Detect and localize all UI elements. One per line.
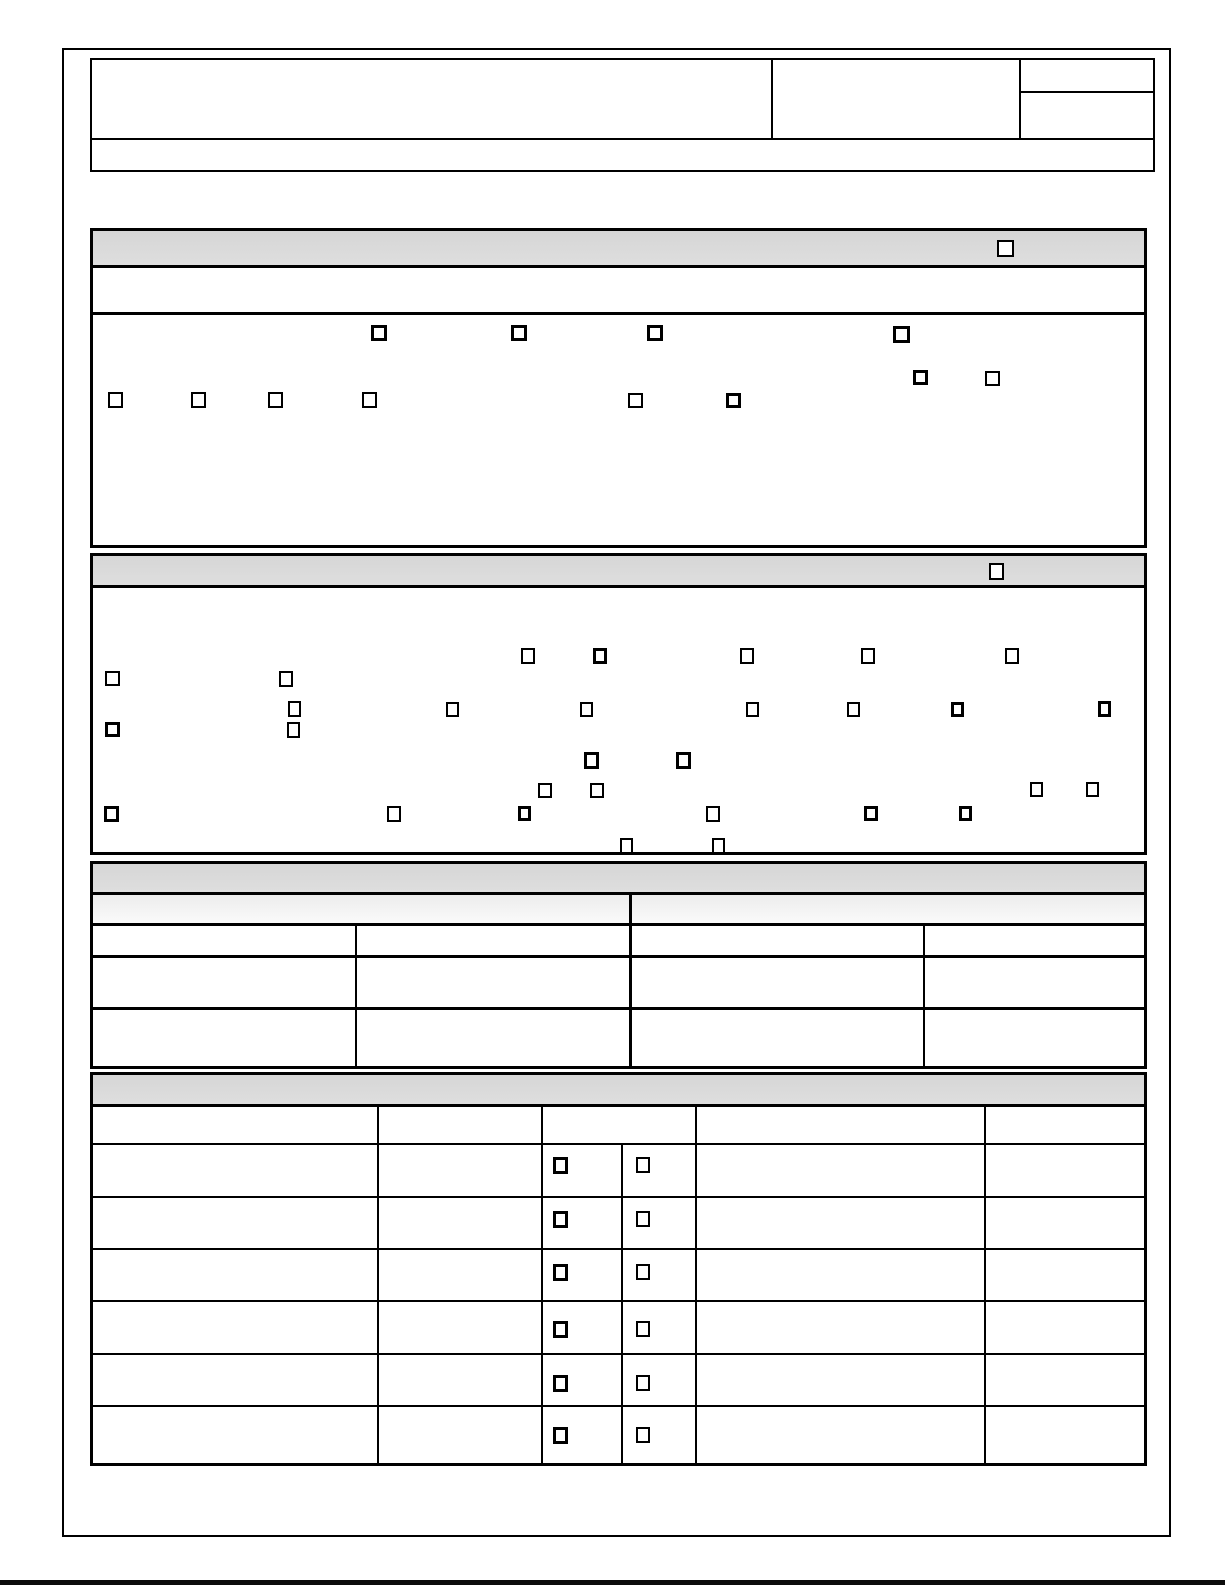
section-3-table bbox=[90, 861, 1147, 1069]
column-header-cell bbox=[93, 1107, 379, 1143]
checkbox-cell[interactable] bbox=[623, 1198, 697, 1248]
checkbox[interactable] bbox=[636, 1157, 650, 1173]
header-middle-cell[interactable] bbox=[773, 60, 1021, 140]
header-right-top-cell[interactable] bbox=[1021, 60, 1153, 93]
table-cell[interactable] bbox=[697, 1250, 986, 1300]
checkbox[interactable] bbox=[553, 1375, 568, 1392]
checkbox[interactable] bbox=[446, 702, 459, 717]
checkbox[interactable] bbox=[362, 392, 377, 408]
table-row bbox=[93, 1302, 1144, 1355]
section-3-subheader-row bbox=[93, 895, 1144, 926]
section-3-grid bbox=[93, 926, 1144, 1066]
bottom-edge-bar bbox=[0, 1580, 1225, 1585]
checkbox[interactable] bbox=[387, 806, 401, 822]
column-header-cell bbox=[697, 1107, 986, 1143]
checkbox[interactable] bbox=[647, 325, 663, 341]
table-cell[interactable] bbox=[697, 1407, 986, 1463]
subheader-cell-right bbox=[632, 895, 1144, 923]
checkbox[interactable] bbox=[1098, 701, 1111, 717]
checkbox[interactable] bbox=[676, 752, 691, 769]
checkbox[interactable] bbox=[636, 1264, 650, 1280]
checkbox[interactable] bbox=[1030, 782, 1043, 797]
checkbox[interactable] bbox=[636, 1375, 650, 1391]
column-header-cell bbox=[543, 1107, 697, 1143]
header-top-row bbox=[92, 60, 1153, 140]
table-cell[interactable] bbox=[632, 926, 925, 955]
checkbox[interactable] bbox=[985, 371, 1000, 386]
checkbox[interactable] bbox=[371, 325, 387, 341]
table-cell[interactable] bbox=[986, 1302, 1144, 1353]
checkbox[interactable] bbox=[538, 783, 552, 798]
table-cell[interactable] bbox=[357, 1010, 632, 1066]
checkbox[interactable] bbox=[580, 702, 593, 717]
checkbox[interactable] bbox=[636, 1211, 650, 1227]
checkbox-cell[interactable] bbox=[623, 1407, 697, 1463]
checkbox[interactable] bbox=[279, 671, 293, 687]
table-row bbox=[93, 1198, 1144, 1250]
form-header-box bbox=[90, 58, 1155, 172]
checkbox[interactable] bbox=[997, 240, 1014, 257]
section-4-header-band bbox=[93, 1075, 1144, 1107]
checkbox[interactable] bbox=[584, 752, 599, 769]
table-cell[interactable] bbox=[697, 1355, 986, 1405]
table-cell[interactable] bbox=[986, 1355, 1144, 1405]
header-right-bottom-cell[interactable] bbox=[1021, 93, 1153, 140]
checkbox[interactable] bbox=[553, 1211, 568, 1228]
checkbox[interactable] bbox=[553, 1264, 568, 1281]
header-title-cell[interactable] bbox=[92, 60, 773, 140]
section-3-header-band bbox=[93, 864, 1144, 895]
table-cell[interactable] bbox=[93, 1145, 379, 1196]
checkbox[interactable] bbox=[1005, 648, 1019, 664]
checkbox[interactable] bbox=[951, 702, 964, 717]
checkbox[interactable] bbox=[191, 392, 206, 408]
checklist-header-row bbox=[93, 1107, 1144, 1145]
checkbox[interactable] bbox=[104, 806, 119, 822]
table-cell[interactable] bbox=[93, 1250, 379, 1300]
table-cell[interactable] bbox=[379, 1250, 543, 1300]
table-cell[interactable] bbox=[93, 1407, 379, 1463]
table-cell[interactable] bbox=[697, 1145, 986, 1196]
checkbox[interactable] bbox=[706, 806, 720, 822]
checkbox-cell[interactable] bbox=[623, 1145, 697, 1196]
section-2 bbox=[90, 553, 1147, 855]
table-cell[interactable] bbox=[697, 1302, 986, 1353]
table-cell[interactable] bbox=[357, 958, 632, 1007]
table-cell[interactable] bbox=[93, 1010, 357, 1066]
checkbox[interactable] bbox=[847, 702, 860, 717]
column-header-cell bbox=[379, 1107, 543, 1143]
table-cell[interactable] bbox=[379, 1302, 543, 1353]
table-row bbox=[93, 958, 1144, 1010]
checkbox[interactable] bbox=[959, 806, 972, 821]
checkbox[interactable] bbox=[288, 701, 301, 717]
checkbox[interactable] bbox=[636, 1321, 650, 1337]
section-1-header-band bbox=[93, 231, 1144, 268]
table-cell[interactable] bbox=[986, 1250, 1144, 1300]
checkbox[interactable] bbox=[989, 563, 1004, 580]
table-row bbox=[93, 1407, 1144, 1463]
table-cell[interactable] bbox=[697, 1198, 986, 1248]
table-cell[interactable] bbox=[632, 1010, 925, 1066]
checkbox[interactable] bbox=[893, 326, 910, 343]
checkbox[interactable] bbox=[108, 392, 123, 408]
checkbox[interactable] bbox=[861, 648, 875, 664]
table-cell[interactable] bbox=[925, 926, 1144, 955]
checkbox[interactable] bbox=[593, 648, 607, 664]
checkbox[interactable] bbox=[712, 838, 725, 854]
checkbox[interactable] bbox=[105, 671, 120, 686]
checkbox[interactable] bbox=[864, 806, 878, 821]
checkbox[interactable] bbox=[628, 393, 643, 408]
table-cell[interactable] bbox=[379, 1407, 543, 1463]
table-row bbox=[93, 926, 1144, 958]
checkbox[interactable] bbox=[287, 722, 300, 738]
checkbox[interactable] bbox=[553, 1427, 568, 1444]
header-right-column bbox=[1021, 60, 1153, 140]
table-row bbox=[93, 1145, 1144, 1198]
checkbox-cell[interactable] bbox=[623, 1355, 697, 1405]
table-cell[interactable] bbox=[986, 1407, 1144, 1463]
subheader-cell-left bbox=[93, 895, 632, 923]
checkbox[interactable] bbox=[726, 393, 741, 408]
checkbox[interactable] bbox=[511, 325, 527, 341]
checkbox[interactable] bbox=[521, 648, 535, 664]
table-cell[interactable] bbox=[93, 926, 357, 955]
checkbox[interactable] bbox=[740, 648, 754, 664]
section-1 bbox=[90, 228, 1147, 548]
checkbox[interactable] bbox=[1086, 782, 1099, 797]
table-cell[interactable] bbox=[925, 958, 1144, 1007]
section-1-subheader-row[interactable] bbox=[93, 268, 1144, 315]
checkbox[interactable] bbox=[553, 1157, 568, 1174]
section-2-header-band bbox=[93, 556, 1144, 588]
checkbox[interactable] bbox=[268, 392, 283, 408]
checkbox[interactable] bbox=[518, 806, 531, 821]
table-cell[interactable] bbox=[93, 958, 357, 1007]
table-cell[interactable] bbox=[379, 1198, 543, 1248]
table-cell[interactable] bbox=[632, 958, 925, 1007]
checkbox[interactable] bbox=[636, 1427, 650, 1443]
table-row bbox=[93, 1010, 1144, 1066]
section-2-body[interactable] bbox=[93, 588, 1144, 852]
checkbox[interactable] bbox=[746, 702, 759, 717]
table-row bbox=[93, 1355, 1144, 1407]
checkbox-cell[interactable] bbox=[623, 1250, 697, 1300]
table-cell[interactable] bbox=[93, 1198, 379, 1248]
checkbox-cell[interactable] bbox=[623, 1302, 697, 1353]
table-cell[interactable] bbox=[93, 1355, 379, 1405]
table-cell[interactable] bbox=[925, 1010, 1144, 1066]
checkbox[interactable] bbox=[590, 783, 604, 798]
table-cell[interactable] bbox=[93, 1302, 379, 1353]
checkbox[interactable] bbox=[620, 838, 633, 854]
table-cell[interactable] bbox=[379, 1145, 543, 1196]
section-1-body[interactable] bbox=[93, 315, 1144, 545]
checkbox[interactable] bbox=[553, 1321, 568, 1338]
header-bottom-row[interactable] bbox=[92, 140, 1153, 170]
table-cell[interactable] bbox=[379, 1355, 543, 1405]
section-4-checklist-table bbox=[90, 1072, 1147, 1466]
checkbox[interactable] bbox=[105, 722, 120, 737]
table-cell[interactable] bbox=[357, 926, 632, 955]
column-header-cell bbox=[986, 1107, 1144, 1143]
checkbox[interactable] bbox=[913, 370, 928, 385]
table-cell[interactable] bbox=[986, 1145, 1144, 1196]
table-cell[interactable] bbox=[986, 1198, 1144, 1248]
table-row bbox=[93, 1250, 1144, 1302]
